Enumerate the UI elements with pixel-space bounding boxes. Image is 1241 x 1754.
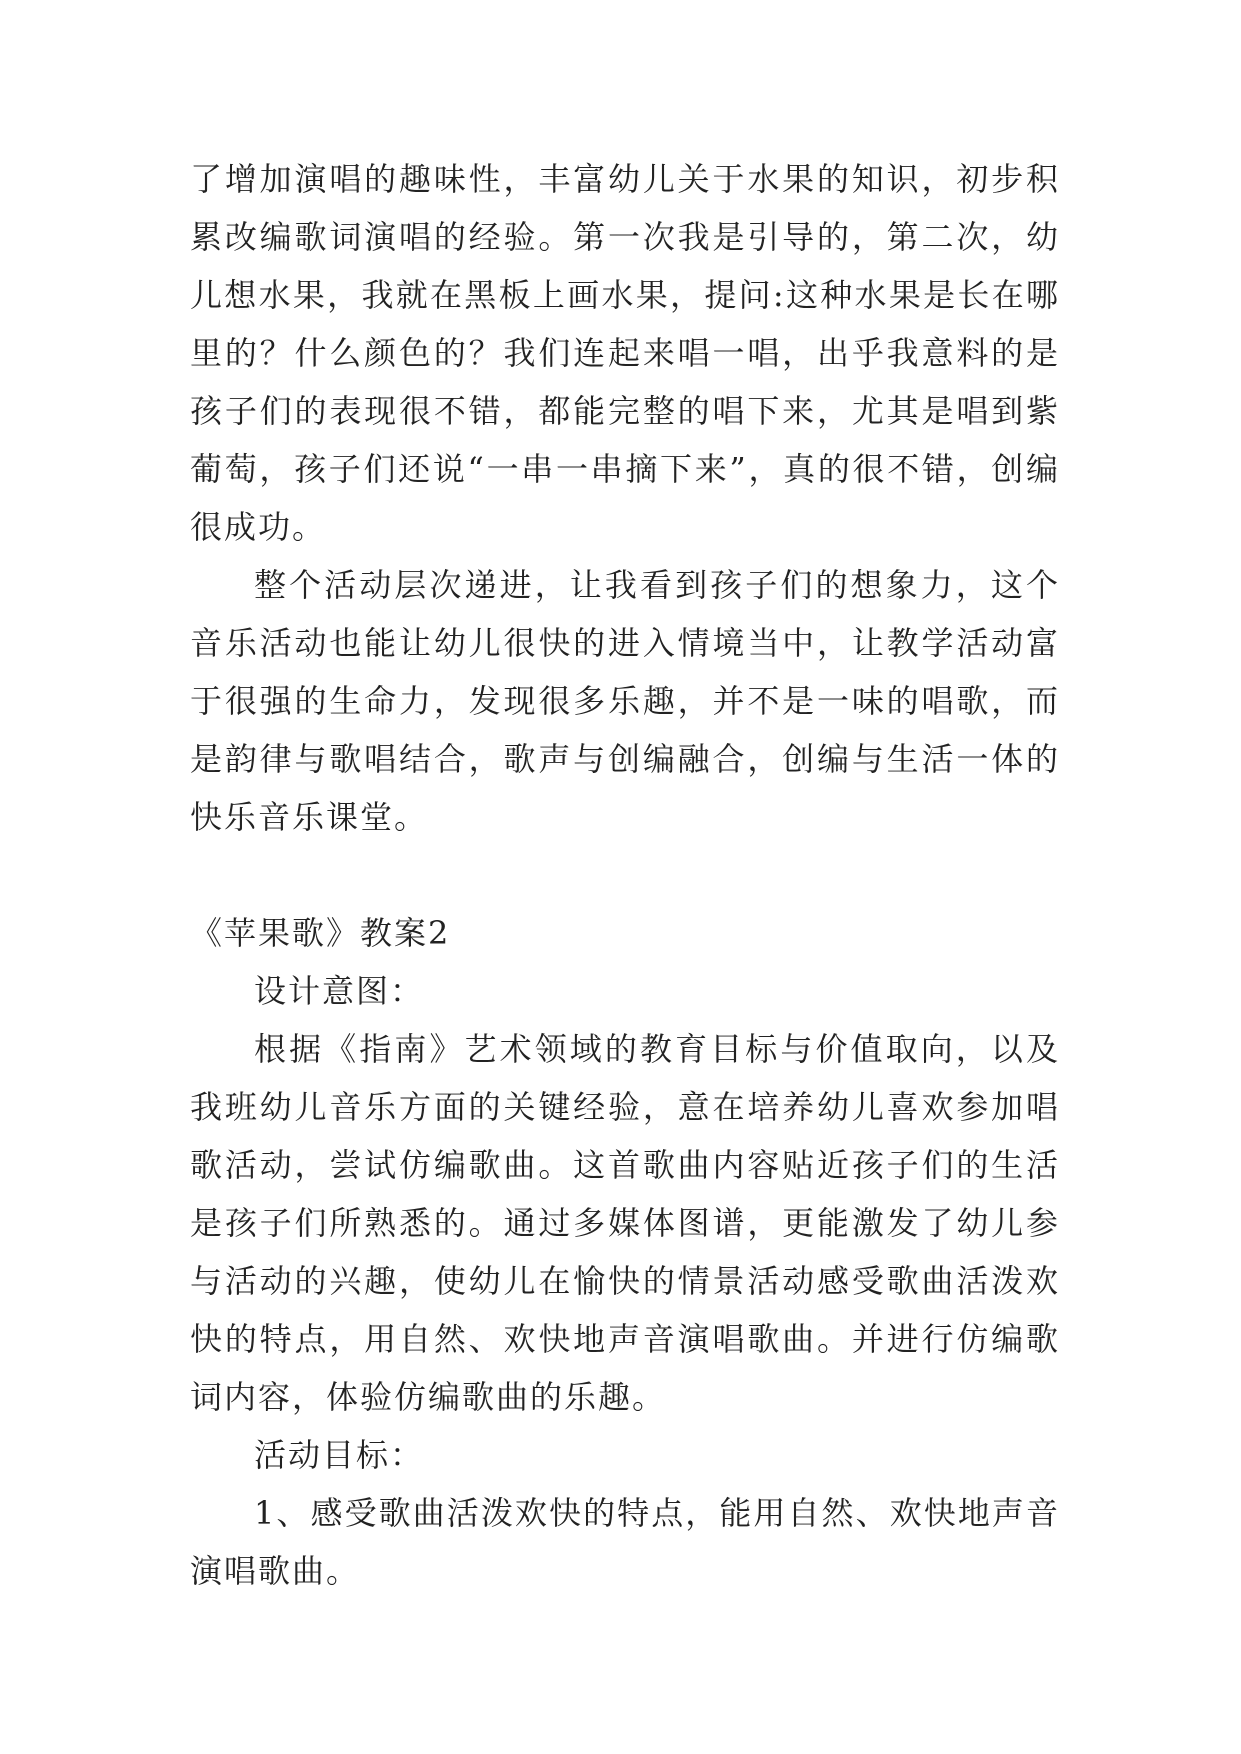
paragraph-reflection-summary: 整个活动层次递进，让我看到孩子们的想象力，这个音乐活动也能让幼儿很快的进入情境当中，让教学活动富于很强的生命力，发现很多乐趣，并不是一味的唱歌，而是韵律与歌唱结合，歌声与创编融合，创编与生活一体的快乐音乐课堂。 — [190, 566, 1060, 836]
paragraph-reflection-continued: 了增加演唱的趣味性，丰富幼儿关于水果的知识，初步积累改编歌词演唱的经验。第一次我是引导的，第二次，幼儿想水果，我就在黑板上画水果，提问:这种水果是长在哪里的？什么颜色的？我们连起来唱一唱，出乎我意料的是孩子们的表现很不错，都能完整的唱下来，尤其是唱到紫葡萄，孩子们还说“一串一串摘下来”，真的很不错，创编很成功。 — [190, 160, 1060, 546]
lesson-plan-title: 《苹果歌》教案2 — [190, 914, 451, 952]
design-intent-paragraph: 根据《指南》艺术领域的教育目标与价值取向，以及我班幼儿音乐方面的关键经验，意在培养幼儿喜欢参加唱歌活动，尝试仿编歌曲。这首歌曲内容贴近孩子们的生活是孩子们所熟悉的。通过多媒体图谱，更能激发了幼儿参与活动的兴趣，使幼儿在愉快的情景活动感受歌曲活泼欢快的特点，用自然、欢快地声音演唱歌曲。并进行仿编歌词内容，体验仿编歌曲的乐趣。 — [190, 1030, 1060, 1416]
design-intent-label: 设计意图： — [254, 972, 425, 1010]
activity-goals-label: 活动目标： — [254, 1436, 425, 1474]
section-spacer — [190, 846, 1060, 904]
document-body — [190, 150, 1060, 1600]
activity-goal-1: 1、感受歌曲活泼欢快的特点，能用自然、欢快地声音演唱歌曲。 — [190, 1494, 1060, 1590]
